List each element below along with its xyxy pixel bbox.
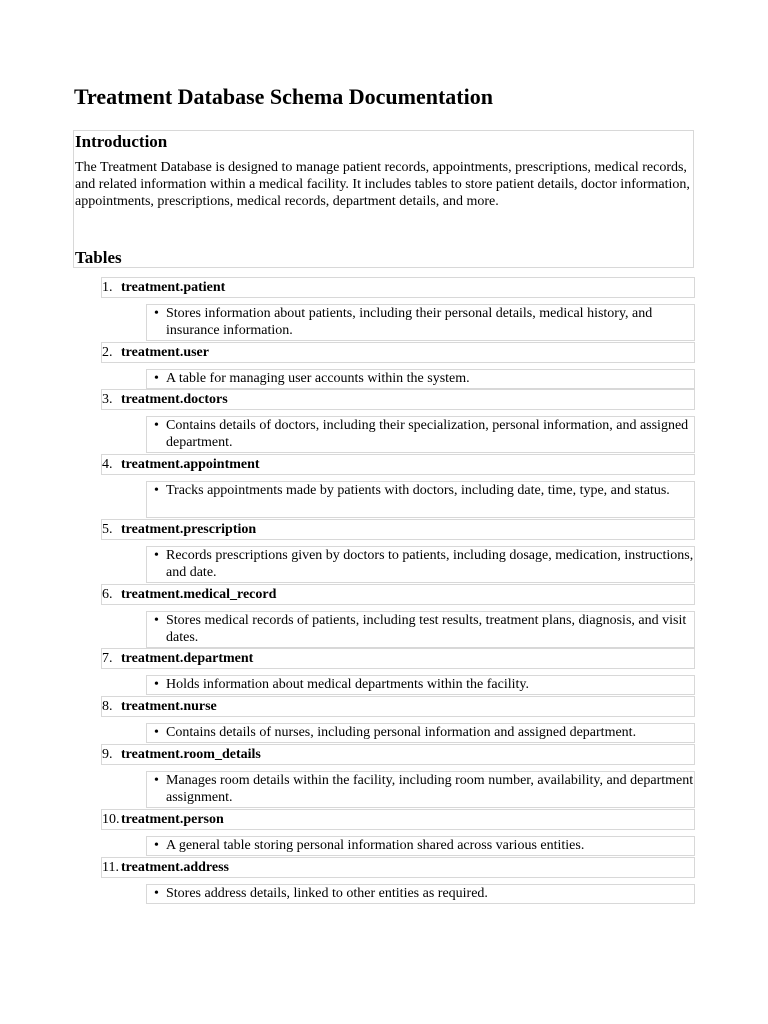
table-item-number: 1. <box>102 280 113 295</box>
table-item-number: 6. <box>102 587 113 602</box>
table-item-name: treatment.room_details <box>121 747 261 762</box>
table-item-name: treatment.appointment <box>121 457 260 472</box>
bullet-marker: • <box>154 483 159 498</box>
table-list-item <box>101 857 695 878</box>
table-list-item <box>101 584 695 605</box>
table-list-item <box>101 342 695 363</box>
table-item-name: treatment.person <box>121 812 224 827</box>
table-item-name: treatment.doctors <box>121 392 228 407</box>
table-item-description: Contains details of doctors, including their specialization, personal information, and assigned department. <box>166 418 689 450</box>
table-item-number: 7. <box>102 651 113 666</box>
bullet-marker: • <box>154 677 159 692</box>
table-list-item <box>101 454 695 475</box>
table-item-description-box <box>146 369 695 389</box>
bullet-marker: • <box>154 418 159 433</box>
table-item-name: treatment.nurse <box>121 699 217 714</box>
table-item-number: 8. <box>102 699 113 714</box>
table-item-description-box <box>146 723 695 743</box>
table-item-number: 2. <box>102 345 113 360</box>
bullet-marker: • <box>154 371 159 386</box>
table-list-item <box>101 648 695 669</box>
table-item-description-box <box>146 611 695 648</box>
table-item-name: treatment.medical_record <box>121 587 277 602</box>
table-item-description: A table for managing user accounts within the system. <box>166 371 470 386</box>
table-list-item <box>101 389 695 410</box>
table-item-name: treatment.department <box>121 651 254 666</box>
table-item-name: treatment.user <box>121 345 209 360</box>
bullet-marker: • <box>154 886 159 901</box>
bullet-marker: • <box>154 773 159 788</box>
bullet-marker: • <box>154 548 159 563</box>
introduction-heading: Introduction <box>75 132 168 151</box>
table-item-description: Stores medical records of patients, including test results, treatment plans, diagnosis, and visit dates. <box>166 613 687 645</box>
table-item-description-box <box>146 304 695 341</box>
table-list-item <box>101 809 695 830</box>
table-item-description-box <box>146 481 695 518</box>
table-item-name: treatment.prescription <box>121 522 257 537</box>
table-item-description: Stores information about patients, including their personal details, medical history, and insurance information. <box>166 306 653 338</box>
table-item-description: Stores address details, linked to other entities as required. <box>166 886 488 901</box>
table-item-name: treatment.address <box>121 860 229 875</box>
document-title: Treatment Database Schema Documentation <box>74 84 493 109</box>
table-item-number: 9. <box>102 747 113 762</box>
table-item-description-box <box>146 836 695 856</box>
table-item-number: 4. <box>102 457 113 472</box>
table-item-description-box <box>146 771 695 808</box>
table-item-description-box <box>146 546 695 583</box>
table-list-item <box>101 519 695 540</box>
table-item-description: Tracks appointments made by patients with doctors, including date, time, type, and status. <box>166 483 670 498</box>
introduction-text: The Treatment Database is designed to manage patient records, appointments, prescriptions, medical records, and related information within a medical facility. It includes tables to store patient details, doctor information, appointments, prescriptions, medical records, department details, and more. <box>75 160 690 209</box>
bullet-marker: • <box>154 613 159 628</box>
table-item-description: Records prescriptions given by doctors to patients, including dosage, medication, instructions, and date. <box>166 548 694 580</box>
table-list-item <box>101 696 695 717</box>
table-item-description: A general table storing personal information shared across various entities. <box>166 838 585 853</box>
table-item-description-box <box>146 416 695 453</box>
table-item-number: 10. <box>102 812 120 827</box>
table-list-item <box>101 277 695 298</box>
table-item-number: 3. <box>102 392 113 407</box>
bullet-marker: • <box>154 306 159 321</box>
table-item-description-box <box>146 884 695 904</box>
table-list-item <box>101 744 695 765</box>
table-item-number: 11. <box>102 860 119 875</box>
bullet-marker: • <box>154 725 159 740</box>
bullet-marker: • <box>154 838 159 853</box>
tables-heading: Tables <box>75 248 122 267</box>
table-item-number: 5. <box>102 522 113 537</box>
table-item-description: Manages room details within the facility, including room number, availability, and department assignment. <box>166 773 694 805</box>
table-item-description: Contains details of nurses, including personal information and assigned department. <box>166 725 637 740</box>
table-item-description: Holds information about medical departments within the facility. <box>166 677 530 692</box>
table-item-name: treatment.patient <box>121 280 226 295</box>
table-item-description-box <box>146 675 695 695</box>
